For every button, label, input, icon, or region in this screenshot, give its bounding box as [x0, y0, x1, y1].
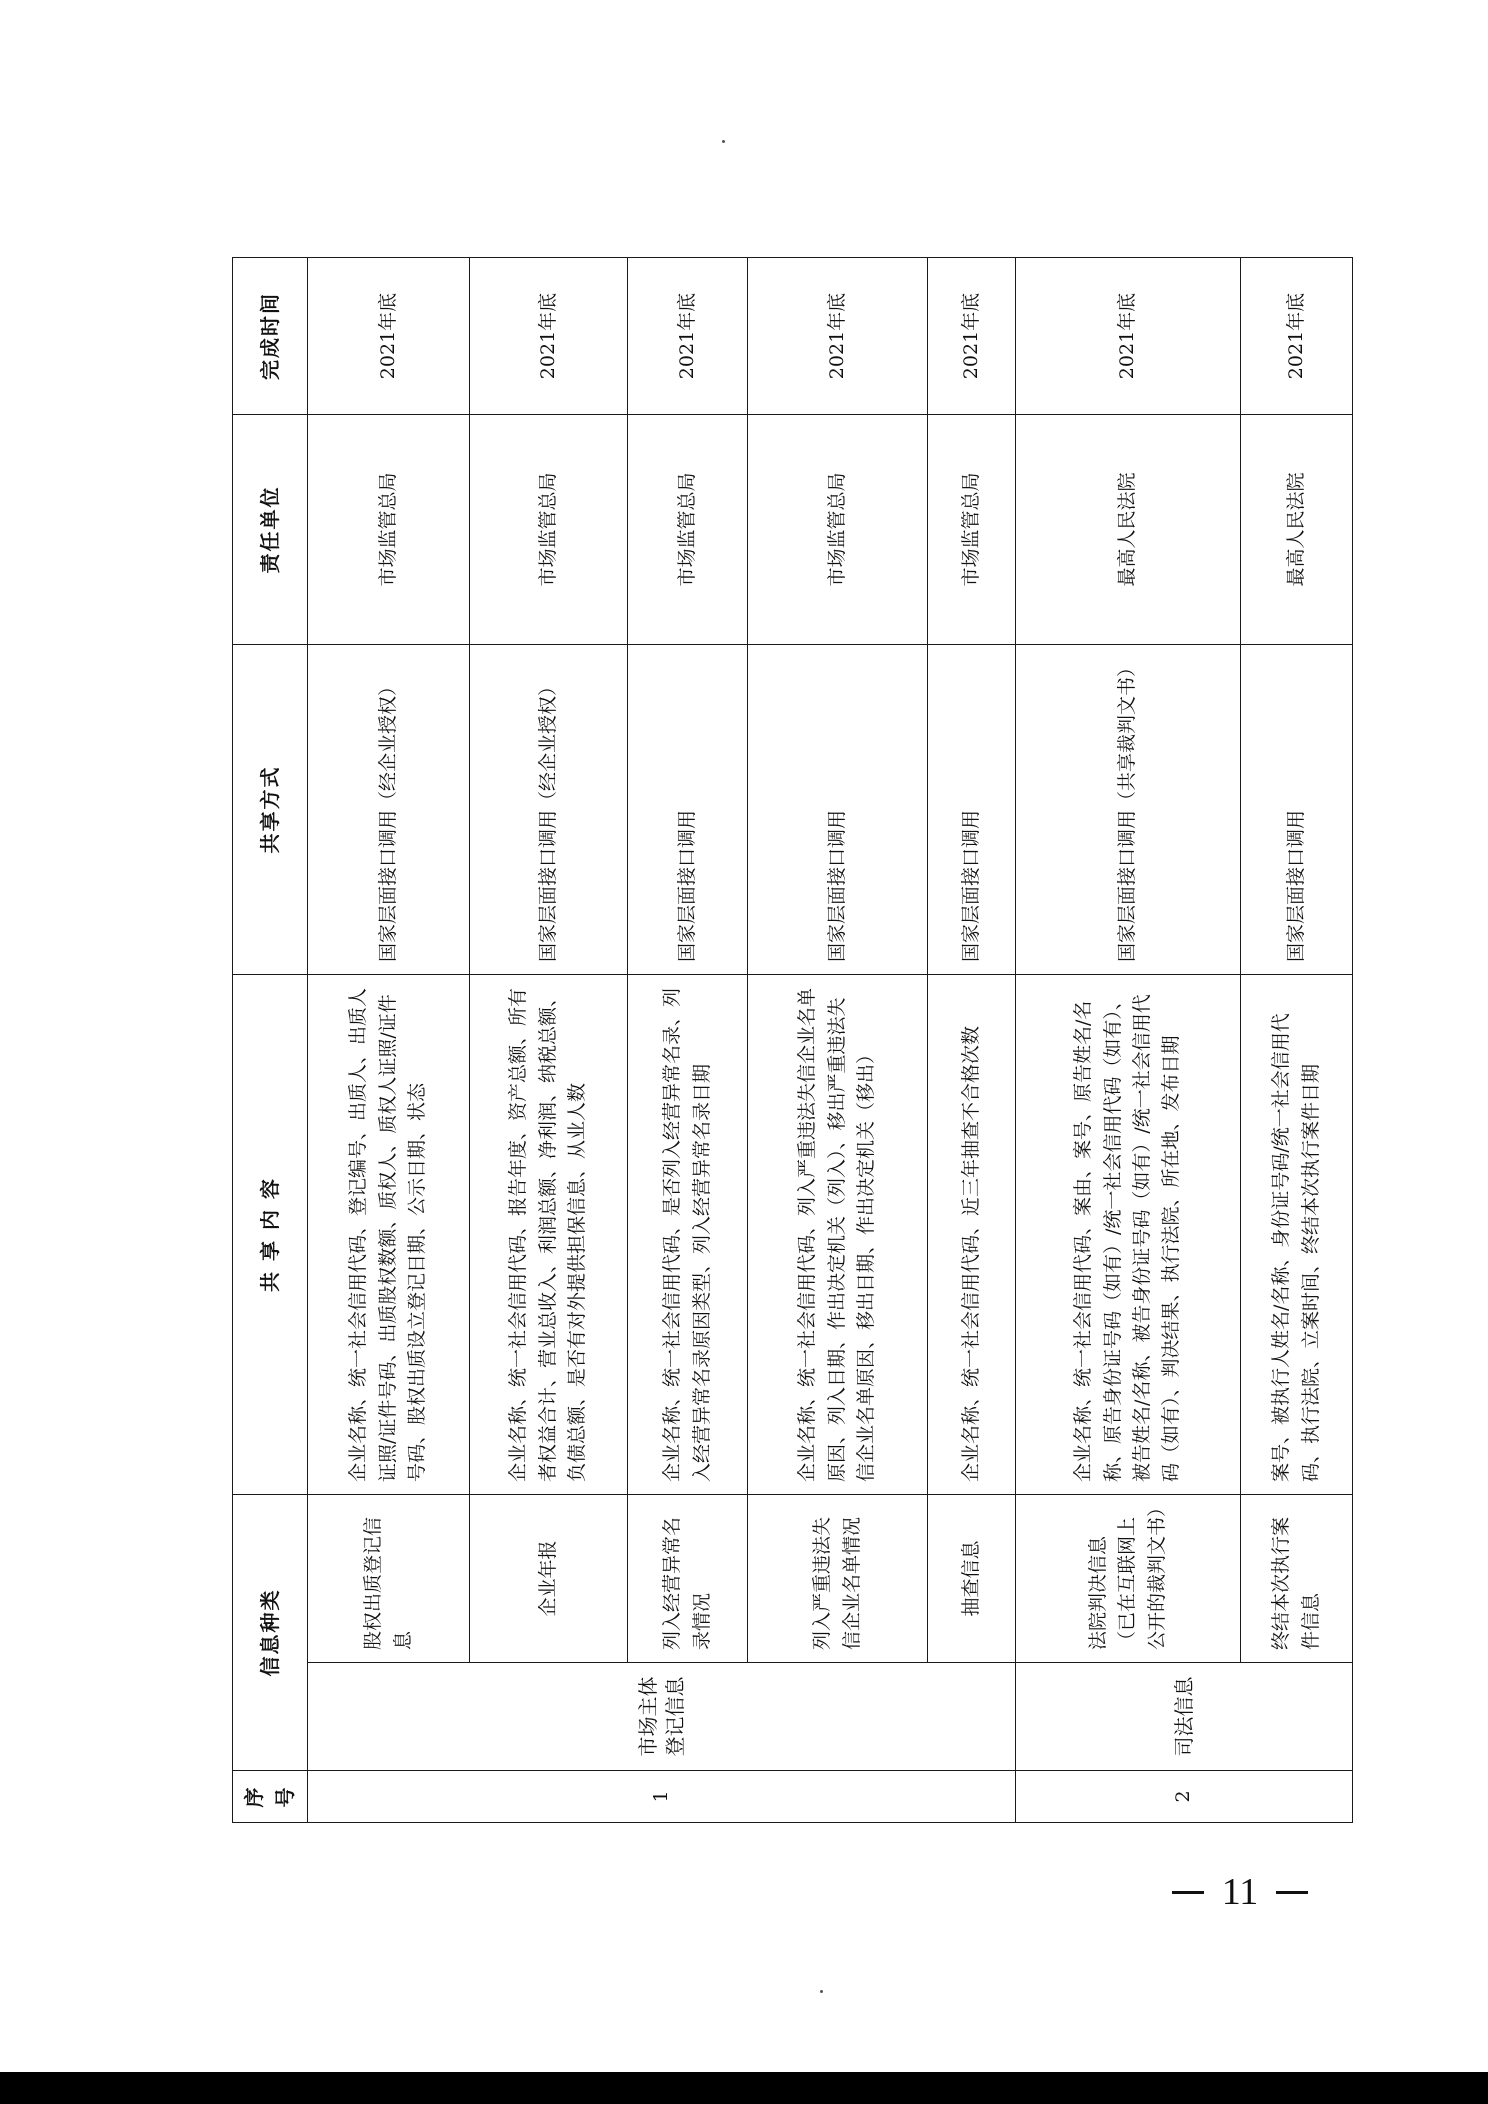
- content-cell: 企业名称、统一社会信用代码、近三年抽查不合格次数: [928, 975, 1016, 1495]
- unit-cell: 市场监管总局: [470, 415, 628, 645]
- category-cell: 司法信息: [1016, 1663, 1353, 1771]
- unit-cell: 市场监管总局: [628, 415, 748, 645]
- rotated-table-region: [232, 258, 1332, 1823]
- deadline-cell: 2021年底: [628, 258, 748, 415]
- scan-speck: [820, 1990, 823, 1993]
- scan-speck: [722, 140, 725, 143]
- method-cell: 国家层面接口调用: [928, 645, 1016, 975]
- unit-cell: 最高人民法院: [1241, 415, 1353, 645]
- content-cell: 企业名称、统一社会信用代码、报告年度、资产总额、所有者权益合计、营业总收入、利润总额、净利润、纳税总额、负债总额、是否有对外提供担保信息、从业人数: [470, 975, 628, 1495]
- seq-cell: 2: [1016, 1771, 1353, 1823]
- table-row: [1016, 258, 1241, 1823]
- info-type-cell: 抽查信息: [928, 1495, 1016, 1663]
- page-dash-right: [1276, 1891, 1308, 1894]
- rotated-table: [232, 258, 1332, 1823]
- header-info-type: 信息种类: [233, 1495, 308, 1771]
- content-cell: 案号、被执行人姓名/名称、身份证号码/统一社会信用代码、执行法院、立案时间、终结本次执行案件日期: [1241, 975, 1353, 1495]
- table-row: [748, 258, 928, 1823]
- method-cell: 国家层面接口调用: [748, 645, 928, 975]
- table-row: [308, 258, 470, 1823]
- deadline-cell: 2021年底: [1241, 258, 1353, 415]
- info-type-cell: 列入严重违法失信企业名单情况: [748, 1495, 928, 1663]
- deadline-cell: 2021年底: [308, 258, 470, 415]
- unit-cell: 最高人民法院: [1016, 415, 1241, 645]
- header-deadline: 完成时间: [233, 258, 308, 415]
- content-cell: 企业名称、统一社会信用代码、登记编号、出质人、出质人证照/证件号码、出质股权数额、质权人、质权人证照/证件号码、股权出质设立登记日期、公示日期、状态: [308, 975, 470, 1495]
- info-type-cell: 法院判决信息（已在互联网上公开的裁判文书）: [1016, 1495, 1241, 1663]
- header-method: 共享方式: [233, 645, 308, 975]
- method-cell: 国家层面接口调用: [1241, 645, 1353, 975]
- scan-bottom-band: [0, 2072, 1488, 2104]
- header-unit: 责任单位: [233, 415, 308, 645]
- method-cell: 国家层面接口调用（共享裁判文书）: [1016, 645, 1241, 975]
- unit-cell: 市场监管总局: [748, 415, 928, 645]
- deadline-cell: 2021年底: [1016, 258, 1241, 415]
- method-cell: 国家层面接口调用（经企业授权）: [308, 645, 470, 975]
- header-seq: 序号: [233, 1771, 308, 1823]
- page-number-text: 11: [1221, 1871, 1259, 1913]
- seq-cell: 1: [308, 1771, 1016, 1823]
- info-type-cell: 股权出质登记信息: [308, 1495, 470, 1663]
- category-cell: 市场主体登记信息: [308, 1663, 1016, 1771]
- info-type-cell: 终结本次执行案件信息: [1241, 1495, 1353, 1663]
- table-row: [628, 258, 748, 1823]
- info-type-cell: 列入经营异常名录情况: [628, 1495, 748, 1663]
- method-cell: 国家层面接口调用（经企业授权）: [470, 645, 628, 975]
- table-row: [470, 258, 628, 1823]
- content-cell: 企业名称、统一社会信用代码、是否列入经营异常名录、列入经营异常名录原因类型、列入经营异常名录日期: [628, 975, 748, 1495]
- unit-cell: 市场监管总局: [308, 415, 470, 645]
- info-sharing-table: [232, 257, 1353, 1823]
- unit-cell: 市场监管总局: [928, 415, 1016, 645]
- page-dash-left: [1172, 1891, 1204, 1894]
- deadline-cell: 2021年底: [748, 258, 928, 415]
- header-row: [233, 258, 308, 1823]
- content-cell: 企业名称、统一社会信用代码、列入严重违法失信企业名单原因、列入日期、作出决定机关（列入）、移出严重违法失信企业名单原因、移出日期、作出决定机关（移出）: [748, 975, 928, 1495]
- deadline-cell: 2021年底: [928, 258, 1016, 415]
- table-row: [928, 258, 1016, 1823]
- header-content: 共 享 内 容: [233, 975, 308, 1495]
- page-number: [1130, 1862, 1350, 1922]
- info-type-cell: 企业年报: [470, 1495, 628, 1663]
- deadline-cell: 2021年底: [470, 258, 628, 415]
- method-cell: 国家层面接口调用: [628, 645, 748, 975]
- table-row: [1241, 258, 1353, 1823]
- content-cell: 企业名称、统一社会信用代码、案由、案号、原告姓名/名称、原告身份证号码（如有）/统一社会信用代码（如有）、被告姓名/名称、被告身份证号码（如有）/统一社会信用代码（如有）、判决结果、执行法院、所在地、发布日期: [1016, 975, 1241, 1495]
